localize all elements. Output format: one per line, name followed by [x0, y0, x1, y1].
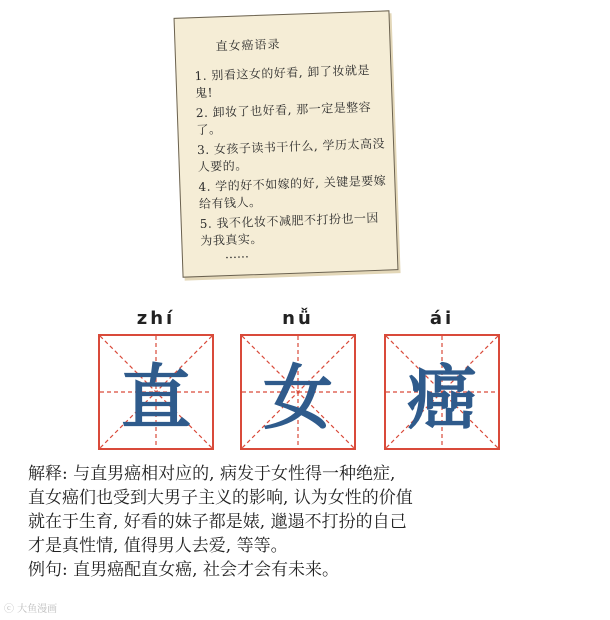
char-box-zhi: [98, 334, 214, 450]
note-ellipsis: ……: [224, 246, 250, 262]
definition-line: 直女癌们也受到大男子主义的影响, 认为女性的价值: [28, 488, 413, 508]
char-nv: 女: [263, 356, 333, 439]
note-title: 直女癌语录: [215, 37, 281, 54]
note-list: [194, 62, 390, 254]
watermark: ⓒ 大鱼漫画: [4, 604, 58, 615]
char-zhi: 直: [121, 356, 191, 439]
char-box-nv: [240, 334, 356, 450]
char-box-ai: [384, 334, 500, 450]
pinyin-nv: nǚ: [282, 308, 314, 329]
quote-note: [174, 10, 399, 277]
note-line: 5. 我不化妆不减肥不打扮也一因为我真实。: [199, 210, 380, 249]
definition-line: 就在于生育, 好看的妹子都是婊, 邋遢不打扮的自己: [28, 512, 407, 532]
note-line: 1. 别看这女的好看, 卸了妆就是鬼!: [194, 63, 371, 101]
note-line: 4. 学的好不如嫁的好, 关键是要嫁给有钱人。: [198, 173, 387, 212]
char-ai: 癌: [407, 356, 477, 439]
definition-line: 解释: 与直男癌相对应的, 病发于女性得一种绝症,: [28, 464, 396, 484]
pinyin-zhi: zhí: [136, 308, 176, 329]
note-line: 2. 卸妆了也好看, 那一定是整容了。: [195, 100, 372, 138]
example-line: 例句: 直男癌配直女癌, 社会才会有未来。: [28, 560, 339, 580]
definition-line: 才是真性情, 值得男人去爱, 等等。: [28, 536, 288, 556]
definition-block: [28, 462, 588, 582]
note-line: 3. 女孩子读书干什么, 学历太高没人要的。: [196, 136, 386, 175]
pinyin-ai: ái: [429, 308, 455, 329]
